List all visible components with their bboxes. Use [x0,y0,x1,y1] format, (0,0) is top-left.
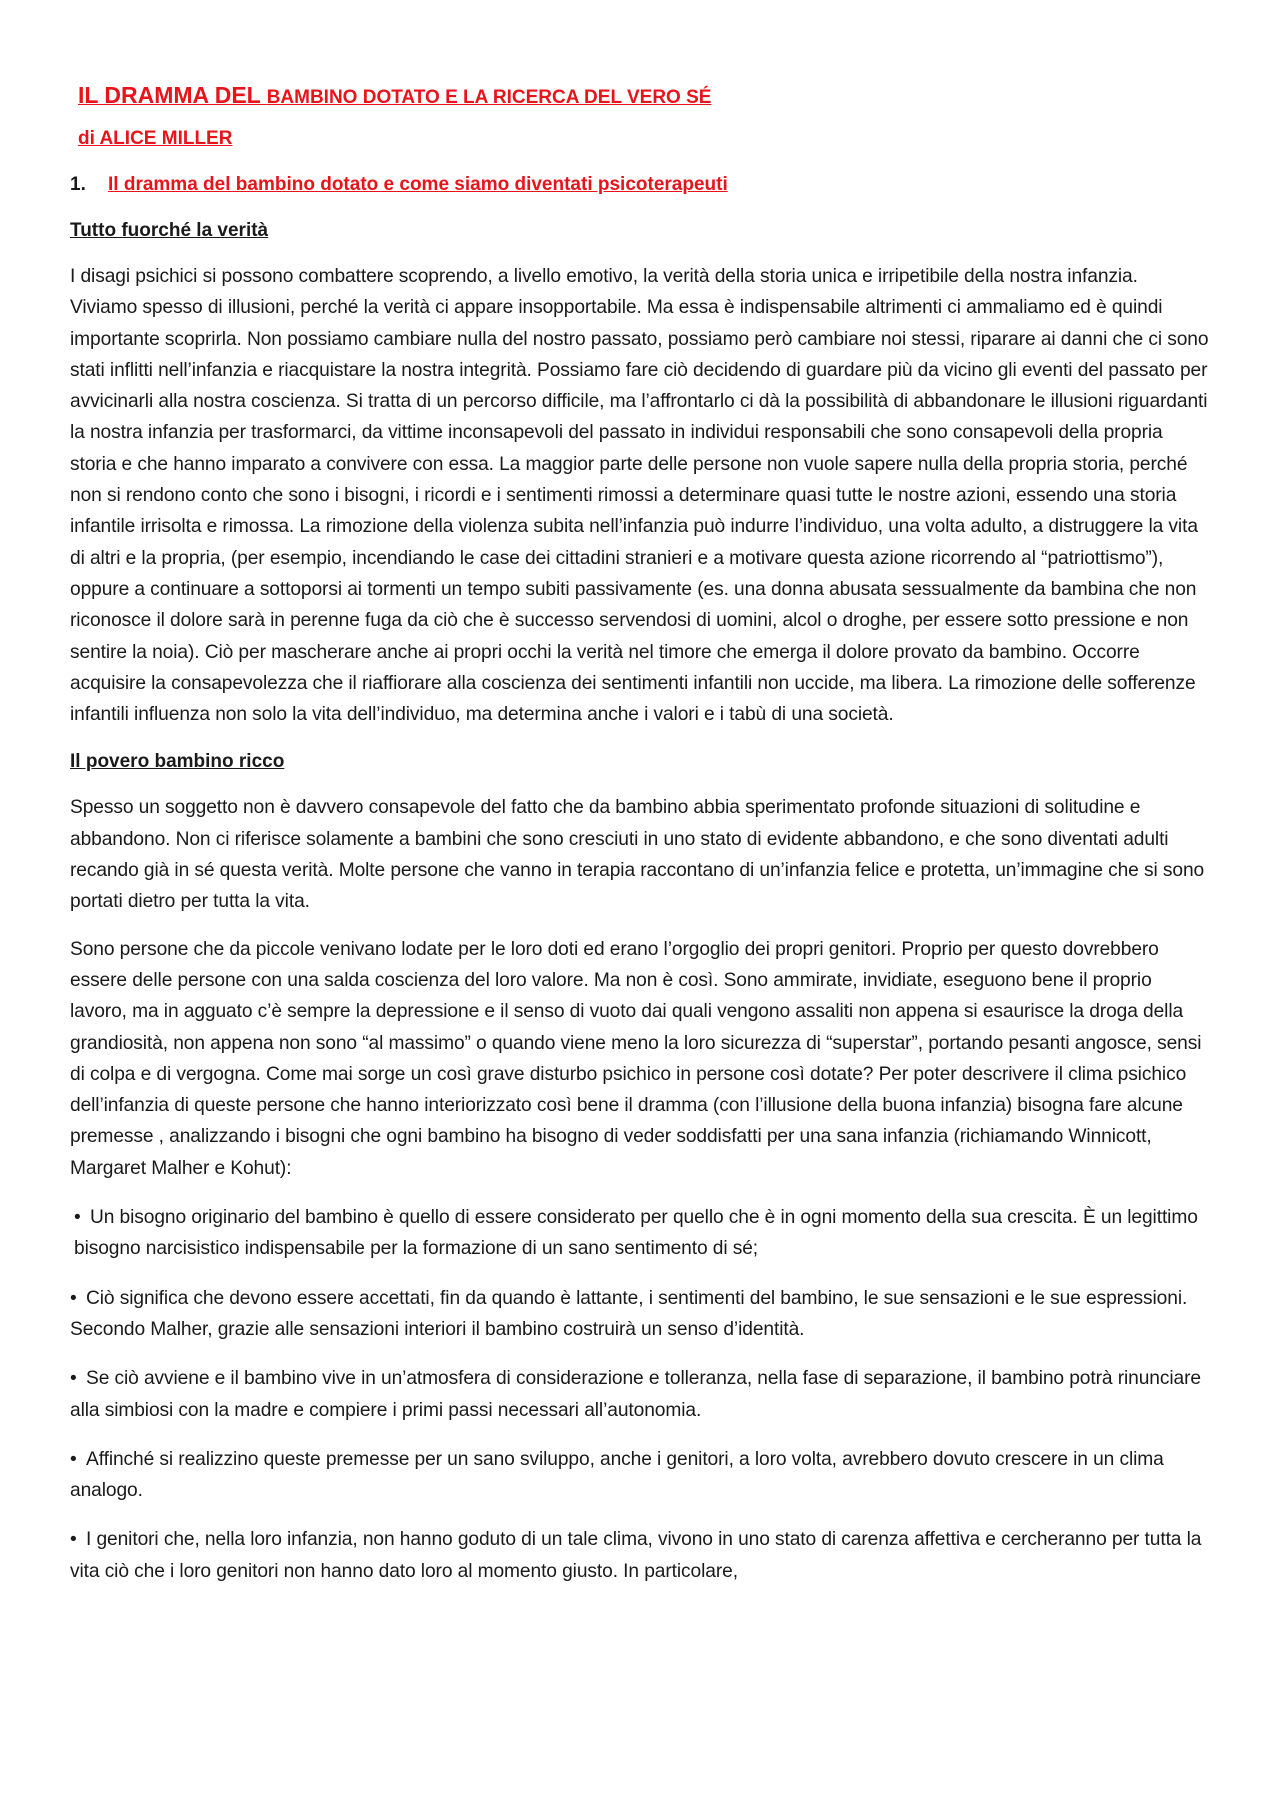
bullet-item [70,1283,1210,1346]
bullet-text: I genitori che, nella loro infanzia, non hanno goduto di un tale clima, vivono in uno stato di carenza affettiva e cercheranno per tutta la vita ciò che i loro genitori non hanno dato loro al momento giusto. In particolare, [70,1529,1202,1582]
title-part-2: BAMBINO DOTATO E LA RICERCA DEL VERO SÉ [266,87,712,108]
chapter-number: 1. [70,174,86,195]
paragraph: Sono persone che da piccole venivano lodate per le loro doti ed erano l’orgoglio dei propri genitori. Proprio per questo dovrebbero essere delle persone con una salda coscienza del loro valore. Ma non è così. Sono ammirate, invidiate, eseguono bene il proprio lavoro, ma in agguato c’è sempre la depressione e il senso di vuoto dai quali vengono assaliti non appena si esaurisce la droga della grandiosità, non appena non sono “al massimo” o quando viene meno la loro sicurezza di “superstar”, portando pesanti angosce, sensi di colpa e di vergogna. Come mai sorge un così grave disturbo psichico in persone così dotate? Per poter descrivere il clima psichico dell’infanzia di queste persone che hanno interiorizzato così bene il dramma (con l’illusione della buona infanzia) bisogna fare alcune premesse , analizzando i bisogni che ogni bambino ha bisogno di veder soddisfatti per una sana infanzia (richiamando Winnicott, Margaret Malher e Kohut): [70,938,1202,1179]
bullet-icon: • [74,1207,81,1229]
bullet-text: Un bisogno originario del bambino è quello di essere considerato per quello che è in ogni momento della sua crescita. È un legittimo bisogno narcisistico indispensabile per la formazione di un sano sentimento di sé; [74,1207,1198,1260]
chapter-title: Il dramma del bambino dotato e come siamo diventati psicoterapeuti [108,174,728,195]
section-heading-poor-rich-child: Il povero bambino ricco [70,751,285,773]
bullet-text: Se ciò avviene e il bambino vive in un’atmosfera di considerazione e tolleranza, nella fase di separazione, il bambino potrà rinunciare alla simbiosi con la madre e compiere i primi passi necessari all’autonomia. [70,1368,1201,1421]
bullet-text: Affinché si realizzino queste premesse per un sano sviluppo, anche i genitori, a loro volta, avrebbero dovuto crescere in un clima analogo. [70,1448,1164,1502]
bullet-text: Ciò significa che devono essere accettati, fin da quando è lattante, i sentimenti del bambino, le sue sensazioni e le sue espressioni. Secondo Malher, grazie alle sensazioni interiori il bambino costruirà un senso d’identità. [70,1287,1188,1340]
paragraph: Spesso un soggetto non è davvero consapevole del fatto che da bambino abbia sperimentato profonde situazioni di solitudine e abbandono. Non ci riferisce solamente a bambini che sono cresciuti in uno stato di evidente abbandono, e che sono diventati adulti recando già in sé questa verità. Molte persone che vanno in terapia raccontano di un’infanzia felice e protetta, un’immagine che si sono portati dietro per tutta la vita. [70,797,1205,913]
document-author: di ALICE MILLER [78,128,233,149]
section-heading-truth: Tutto fuorché la verità [70,220,269,241]
bullet-item [70,1363,1210,1426]
document-page [70,80,1210,1587]
document-title [78,80,1210,113]
bullet-item [70,1444,1210,1507]
bullet-item [70,1524,1210,1587]
title-part-1: IL DRAMMA DEL [78,82,267,108]
bullet-icon: • [70,1448,77,1470]
bullet-icon: • [70,1368,77,1390]
bullet-icon: • [70,1529,77,1551]
paragraph: I disagi psichici si possono combattere scoprendo, a livello emotivo, la verità della storia unica e irripetibile della nostra infanzia. Viviamo spesso di illusioni, perché la verità ci appare insopportabile. Ma essa è indispensabile altrimenti ci ammaliamo ed è quindi importante scoprirla. Non possiamo cambiare nulla del nostro passato, possiamo però cambiare noi stessi, riparare ai danni che ci sono stati inflitti nell’infanzia e riacquistare la nostra integrità. Possiamo fare ciò decidendo di guardare più da vicino gli eventi del passato per avvicinarli alla nostra coscienza. Si tratta di un percorso difficile, ma l’affrontarlo ci dà la possibilità di abbandonare le illusioni riguardanti la nostra infanzia per trasformarci, da vittime inconsapevoli del passato in individui responsabili che sono consapevoli della propria storia e che hanno imparato a convivere con essa. La maggior parte delle persone non vuole sapere nulla della propria storia, perché non si rendono conto che sono i bisogni, i ricordi e i sentimenti rimossi a determinare quasi tutte le nostre azioni, essendo una storia infantile irrisolta e rimossa. La rimozione della violenza subita nell’infanzia può indurre l’individuo, una volta adulto, a distruggere la vita di altri e la propria, (per esempio, incendiando le case dei cittadini stranieri e a motivare questa azione ricorrendo al “patriottismo”), oppure a continuare a sottoporsi ai tormenti un tempo subiti passivamente (es. una donna abusata sessualmente da bambina che non riconosce il dolore sarà in perenne fuga da ciò che è successo servendosi di uomini, alcol o droghe, per essere sotto pressione e non sentire la noia). Ciò per mascherare anche ai propri occhi la verità nel timore che emerga il dolore provato da bambino. Occorre acquisire la consapevolezza che il riaffiorare alla coscienza dei sentimenti infantili non uccide, ma libera. La rimozione delle sofferenze infantili influenza non solo la vita dell’individuo, ma determina anche i valori e i tabù di una società. [70,266,1209,726]
bullet-icon: • [70,1287,77,1309]
chapter-heading [70,171,1210,199]
bullet-item [70,1202,1210,1265]
